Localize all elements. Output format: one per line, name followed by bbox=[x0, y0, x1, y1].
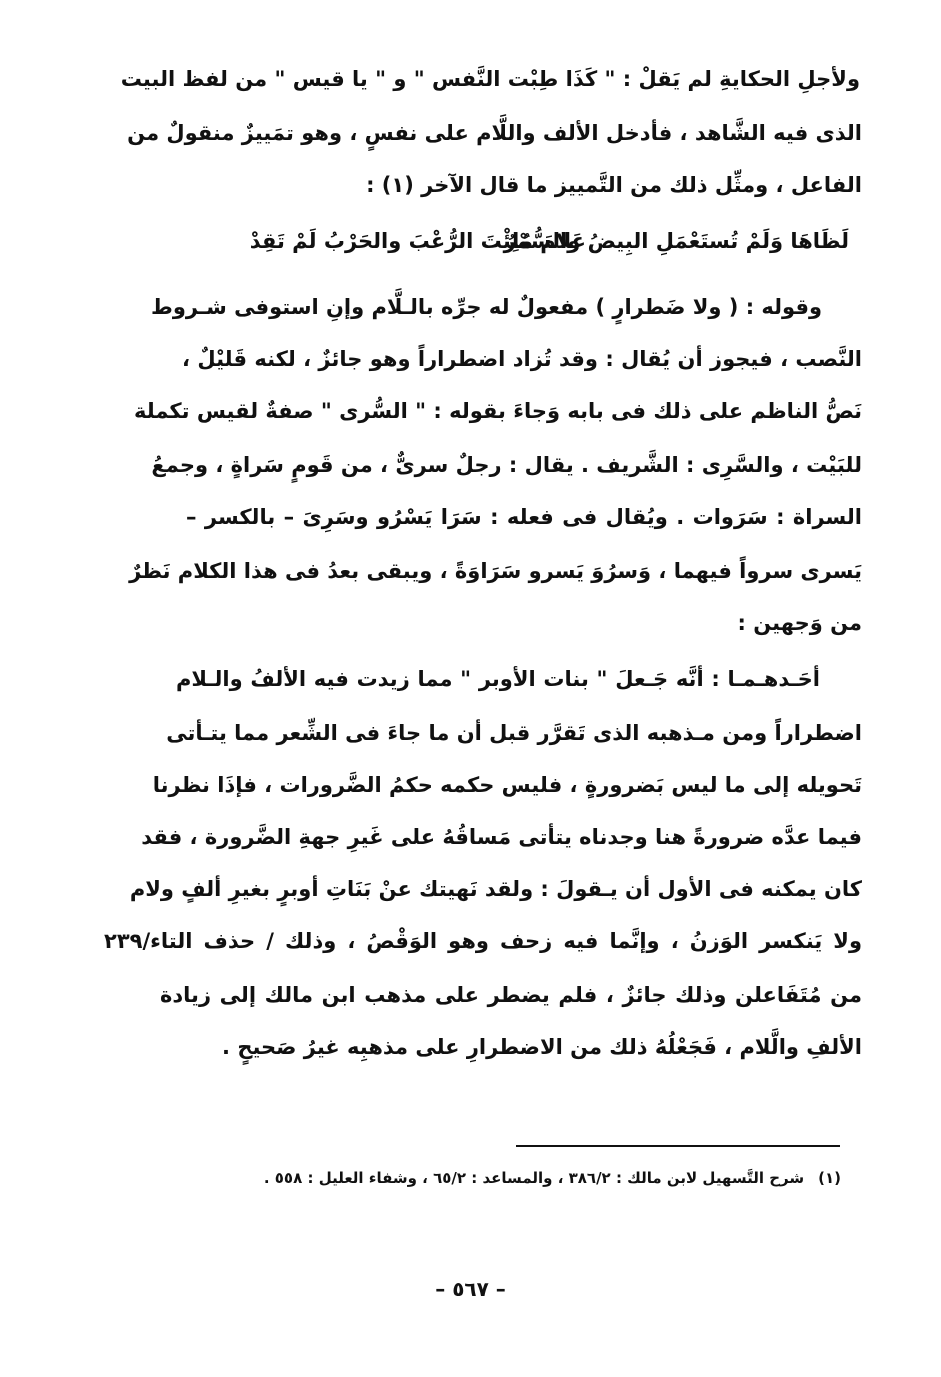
body-line: تَحويله إلى ما ليس بَضرورةٍ ، فليس حكمه حكمُ الضَّرورات ، فإذَا نظرنا bbox=[152, 773, 862, 797]
body-line: الذى فيه الشَّاهد ، فأدخل الألف واللَّام على نفسٍ ، وهو تمَييزٌ منقولٌ من bbox=[127, 121, 862, 145]
body-line: ولا يَنكسر الوَزنُ ، وإنَّما فيه زحف وهو الوَقْصُ ، وذلك / حذف التاء/٢٣٩ bbox=[104, 929, 862, 953]
verse-first-hemistich: عَلامَ مُلِئْتَ الرُّعْبَ والحَرْبُ لَمْ تَقِدْ bbox=[249, 229, 586, 253]
footnote bbox=[201, 1166, 841, 1190]
verse-second-hemistich: لَظَاهَا وَلَمْ تُستَعْمَلِ البِيضُ والسُّمْرُ bbox=[503, 229, 849, 253]
body-line: السراة : سَرَوات . ويُقال فى فعله : سَرَا يَسْرُو وسَرِىَ – بالكسر – bbox=[186, 505, 862, 529]
footnote-marker: (١) bbox=[818, 1169, 841, 1187]
body-line: من وَجهين : bbox=[737, 611, 862, 635]
body-line: وقوله : ( ولا ضَطرارٍ ) مفعولٌ له جرِّه بالـلَّام وإنِ استوفى شـروط bbox=[151, 295, 822, 319]
body-line: يَسرى سرواً فيهما ، وَسرُوَ يَسرو سَرَاوَةً ، ويبقى بعدُ فى هذا الكلام نَظرٌ bbox=[129, 559, 862, 583]
body-line: الألفِ والَّلام ، فَجَعْلُهُ ذلك من الاضطرارِ على مذهبِه غيرُ صَحيحٍ . bbox=[222, 1035, 862, 1059]
body-line: من مُتَفَاعلن وذلك جائزٌ ، فلم يضطر على مذهب ابن مالك إلى زيادة bbox=[160, 983, 862, 1007]
body-line: النَّصب ، فيجوز أن يُقال : وقد تُزاد اضطراراً وهو جائزٌ ، لكنه قَليْلٌ ، bbox=[182, 347, 862, 371]
body-line: الفاعل ، ومثِّل ذلك من التَّمييز ما قال الآخر (١) : bbox=[366, 173, 862, 197]
footnote-text: شرح التَّسهيل لابن مالك : ٣٨٦/٢ ، والمساعد : ٦٥/٢ ، وشفاء العليل : ٥٥٨ . bbox=[263, 1169, 805, 1187]
body-line: ولأجلِ الحكايةِ لم يَقلْ : " كَذَا طِبْت النَّفس " و " يا قيس " من لفظ البيت bbox=[120, 67, 860, 91]
body-line: نَصُّ الناظم على ذلك فى بابه وَجاءَ بقوله : " السُّرى " صفةٌ لقيس تكملة bbox=[134, 399, 862, 423]
body-line: أحَـدهـمـا : أنَّه جَـعلَ " بنات الأوبر " مما زيدت فيه الألفُ والـلام bbox=[176, 667, 820, 691]
body-line: فيما عدَّه ضرورةً هنا وجدناه يتأتى مَساقُهُ على غَيرِ جهةِ الضَّرورة ، فقد bbox=[141, 825, 862, 849]
body-line: للبَيْت ، والسَّرِى : الشَّريف . يقال : رجلٌ سرىٌّ ، من قَومٍ سَراةٍ ، وجمعُ bbox=[151, 453, 862, 477]
body-line: اضطراراً ومن مـذهبه الذى تَقرَّر قبل أن ما جاءَ فى الشِّعر مما يتـأتى bbox=[166, 721, 862, 745]
footnote-separator bbox=[516, 1145, 840, 1147]
body-line: كان يمكنه فى الأول أن يـقولَ : ولقد نَهيتك عنْ بَنَاتِ أوبرٍ بغيرِ ألفٍ ولام bbox=[129, 877, 862, 901]
page-number: – ٥٦٧ – bbox=[435, 1277, 506, 1301]
